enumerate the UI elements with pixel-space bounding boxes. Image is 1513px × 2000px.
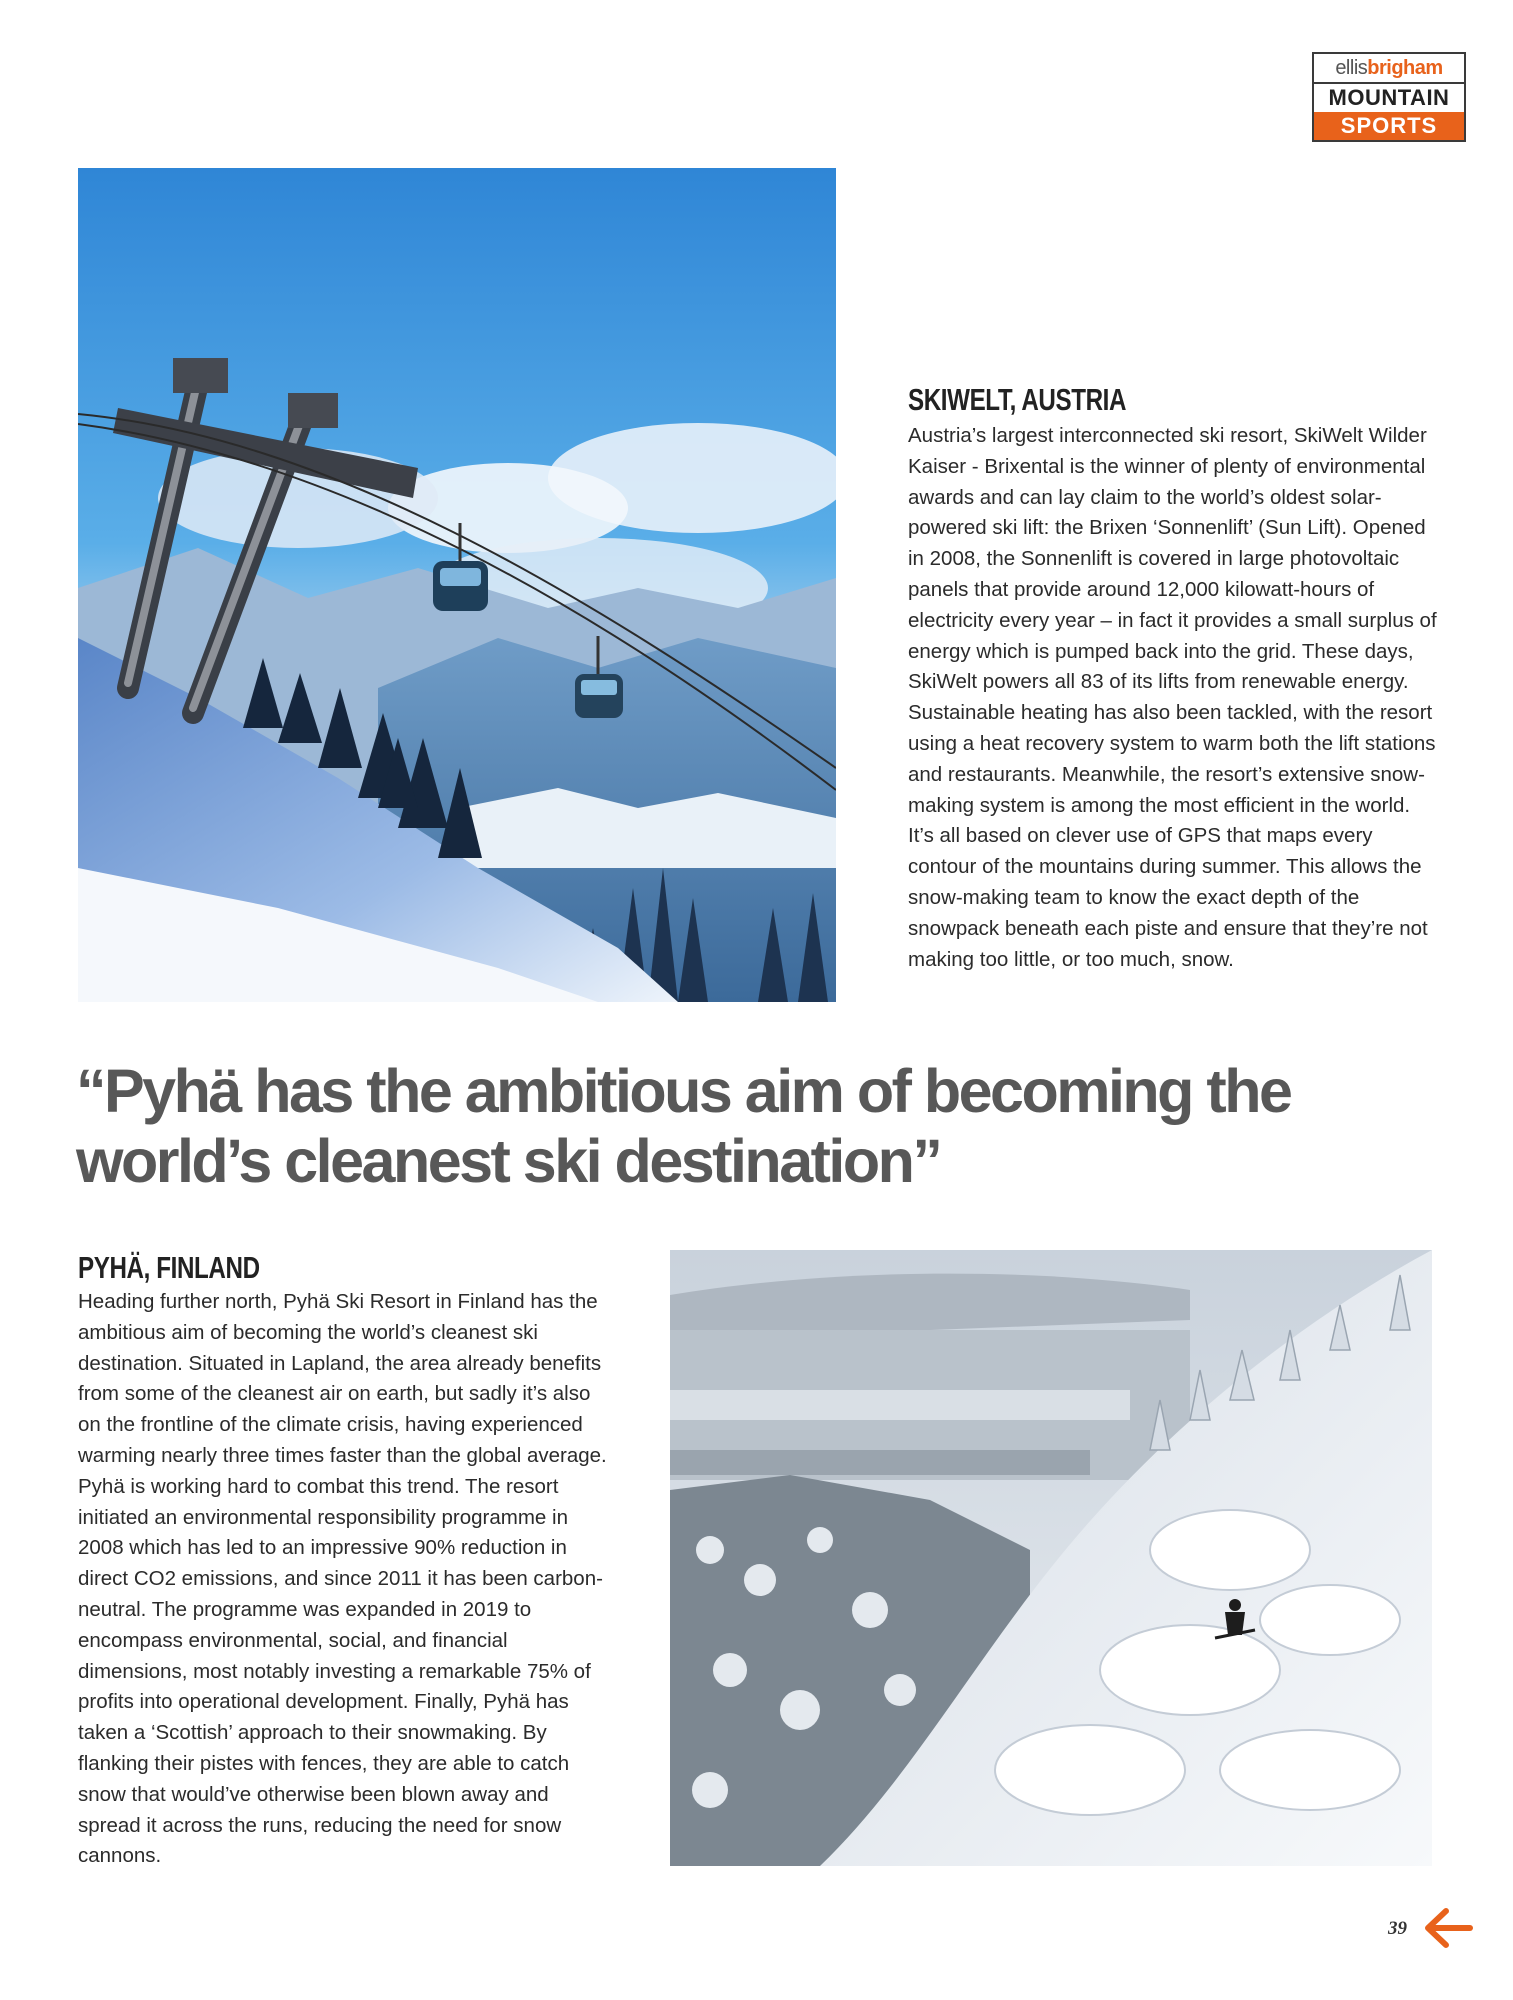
arrow-left-icon[interactable]	[1422, 1905, 1474, 1951]
brand-logo	[1312, 52, 1466, 142]
logo-wordmark	[1314, 54, 1464, 82]
skiwelt-photo-illustration	[78, 168, 836, 1002]
logo-line-mountain: MOUNTAIN	[1314, 82, 1464, 112]
skiwelt-body-text: Austria’s largest interconnected ski resort, SkiWelt Wilder Kaiser - Brixental is the winner of plenty of environmental awards and can lay claim to the world’s oldest solar-powered ski lift: the Brixen ‘Sonnenlift’ (Sun Lift). Opened in 2008, the Sonnenlift is covered in large photovoltaic panels that provide around 12,000 kilowatt-hours of electricity every year – in fact it provides a small surplus of energy which is pumped back into the grid. These days, SkiWelt powers all 83 of its lifts from renewable energy. Sustainable heating has also been tackled, with the resort using a heat recovery system to warm both the lift stations and restaurants. Meanwhile, the resort’s extensive snow-making system is among the most efficient in the world. It’s all based on clever use of GPS that maps every contour of the mountains during summer. This allows the snow-making team to know the exact depth of the snowpack beneath each piste and ensure that they’re not making too little, or too much, snow.	[908, 424, 1437, 971]
pyha-photo-illustration	[670, 1250, 1432, 1866]
page-number: 39	[1388, 1918, 1407, 1939]
skiwelt-heading: SKIWELT, AUSTRIA	[908, 382, 1127, 417]
pyha-heading: PYHÄ, FINLAND	[78, 1250, 260, 1285]
logo-brand-bold: brigham	[1367, 56, 1443, 79]
logo-brand-thin: ellis	[1335, 56, 1368, 79]
skiwelt-gondola-photo	[78, 168, 836, 1002]
pyha-body-text: Heading further north, Pyhä Ski Resort in Finland has the ambitious aim of becoming the world’s cleanest ski destination. Situated in Lapland, the area already benefits from some of the cleanest air on earth, but sadly it’s also on the frontline of the climate crisis, having experienced warming nearly three times faster than the global average. Pyhä is working hard to combat this trend. The resort initiated an environmental responsibility programme in 2008 which has led to an impressive 90% reduction in direct CO2 emissions, and since 2011 it has been carbon-neutral. The programme was expanded in 2019 to encompass environmental, social, and financial dimensions, most notably investing a remarkable 75% of profits into operational development. Finally, Pyhä has taken a ‘Scottish’ approach to their snowmaking. By flanking their pistes with fences, they are able to catch snow that would’ve otherwise been blown away and spread it across the runs, reducing the need for snow cannons.	[78, 1290, 607, 1868]
pull-quote: “Pyhä has the ambitious aim of becoming the world’s cleanest ski destination”	[76, 1057, 1291, 1195]
logo-line-sports: SPORTS	[1314, 112, 1464, 140]
pyha-skier-photo	[670, 1250, 1432, 1866]
